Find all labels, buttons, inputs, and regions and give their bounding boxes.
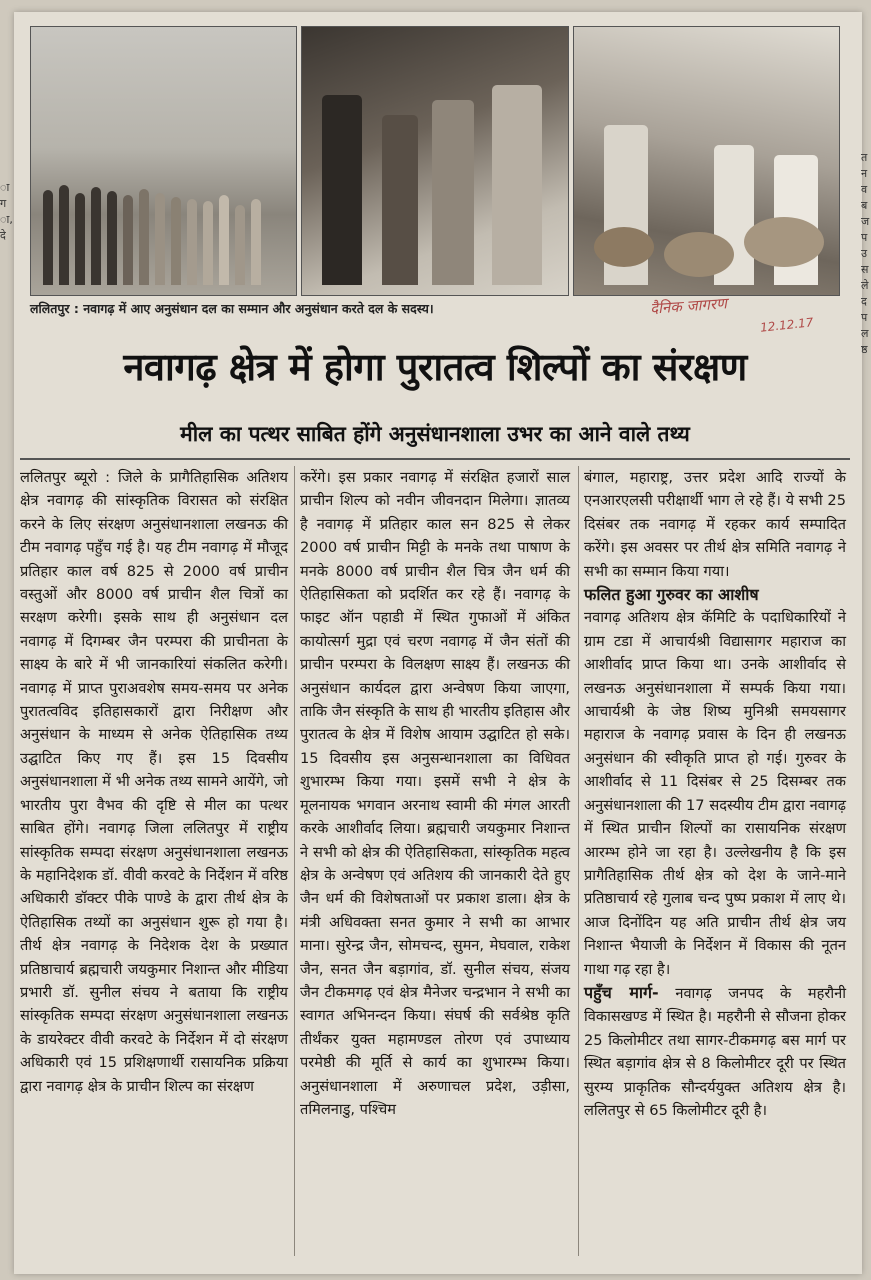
conservation-work-photo <box>573 26 840 296</box>
left-margin-fragment: ा ग ा, दे <box>0 181 13 242</box>
article-column-1 <box>20 466 288 1098</box>
route-subheading: पहुँच मार्ग- <box>584 982 659 1002</box>
photo-caption: ललितपुर : नवागढ़ में आए अनुसंधान दल का सम्मान और अनुसंधान करते दल के सदस्य। <box>30 301 434 316</box>
column-divider <box>578 466 579 1256</box>
header-rule <box>20 458 850 460</box>
route-text: नवागढ़ जनपद के महरौनी विकासखण्ड में स्थित है। महरौनी से सौजना होकर 25 किलोमीटर तथा सागर-टीकमगढ़ बस मार्ग पर स्थित बड़ागांव क्षेत्र से 8 किलोमीटर दूरी पर स्थित सुरम्य प्राकृतिक सौन्दर्ययुक्त अतिशय क्षेत्र है। ललितपुर से 65 किलोमीटर दूरी है। <box>584 984 846 1119</box>
column-1-text: ललितपुर ब्यूरो : जिले के प्रागैतिहासिक अतिशय क्षेत्र नवागढ़ की सांस्कृतिक विरासत को संरक्षित करने के लिए संरक्षण अनुसंधानशाला लखनऊ की टीम नवागढ़ पहुँच गई है। यह टीम नवागढ़ में मौजूद प्रतिहार काल वर्ष 825 से 2000 वर्ष प्राचीन वस्तुओं और 8000 वर्ष प्राचीन शैल चित्रों का सरक्षण करेगी। इसके साथ ही अनुसंधान दल नवागढ़ में दिगम्बर जैन परम्परा की प्राचीनता के साक्ष्य के बारे में भी जानकारियां संकलित करेगी। नवागढ़ में प्राप्त पुराअवशेष समय-समय पर अनेक पुरातत्वविद इतिहासकारों द्वारा निरीक्षण और अनुसंधान के माध्यम से अनेक ऐतिहासिक तथ्य उद्घाटित किए गए हैं। इस 15 दिवसीय अनुसंधानशाला में भी अनेक तथ्य सामने आयेंगे, जो भारतीय पुरा वैभव की दृष्टि से मील का पत्थर साबित होंगे। नवागढ़ जिला ललितपुर में राष्ट्रीय सांस्कृतिक सम्पदा संरक्षण अनुसंधानशाला लखनऊ के महानिदेशक डॉ. वीवी करवटे के निर्देशन में वरिष्ठ अधिकारी डॉक्टर पीके पाण्डे के द्वारा तीर्थ क्षेत्र के ऐतिहासिक तथ्यों का अनुसंधान शुरू हो गया है। तीर्थ क्षेत्र नवागढ़ के निदेशक देश के प्रख्यात प्रतिष्ठाचार्य ब्रह्मचारी जयकुमार निशान्त और मीडिया प्रभारी डॉ. सुनील संचय ने बताया कि राष्ट्रीय सांस्कृतिक सम्पदा संरक्षण अनुसंधानशाला लखनऊ के डायरेक्टर वीवी करवटे के निर्देशन में दो संरक्षण अधिकारी एवं 15 प्रशिक्षणार्थी रासायनिक प्रक्रिया द्वारा नवागढ़ क्षेत्र के प्राचीन शिल्प का संरक्षण <box>20 469 288 1095</box>
handwritten-source-note: दैनिक जागरण <box>649 294 728 318</box>
ceremony-photo <box>301 26 568 296</box>
column-2-text: करेंगे। इस प्रकार नवागढ़ में संरक्षित हजारों साल प्राचीन शिल्प को नवीन जीवनदान मिलेगा। ज्ञातव्य है नवागढ़ में प्रतिहार काल सन 825 से लेकर 2000 वर्ष प्राचीन मिट्टी के मनके तथा पाषाण के मनके 8000 वर्ष प्राचीन शैल चित्र जैन धर्म की ऐतिहासिकता को प्रदर्शित कर रहे हैं। नवागढ़ के फाइट ऑन पहाडी में स्थित गुफाओं में अंकित कायोत्सर्ग मुद्रा एवं चरण नवागढ़ में जैन संतों की प्राचीन परम्परा के विलक्षण साक्ष्य हैं। लखनऊ की अनुसंधान कार्यदल द्वारा अन्वेषण किया जाएगा, ताकि जैन संस्कृति के साथ ही भारतीय इतिहास और पुरातत्व के क्षेत्र में विशेष आयाम उद्घाटित हो सके। 15 दिवसीय इस अनुसन्धानशाला का विधिवत शुभारम्भ किया गया। इसमें सभी ने क्षेत्र के मूलनायक भगवान अरनाथ स्वामी की मंगल आरती करके आशीर्वाद लिया। ब्रह्मचारी जयकुमार निशान्त ने सभी को क्षेत्र की ऐतिहासिकता, सांस्कृतिक महत्व क्षेत्र के अन्वेषण एवं अतिशय की जानकारी देते हुए जैन धर्म की विशेषताओं पर प्रकाश डाला। क्षेत्र के मंत्री अधिवक्ता सनत कुमार ने सभी का आभार माना। सुरेन्द्र जैन, सोमचन्द, सुमन, मेघवाल, राकेश जैन, सनत जैन बड़ागांव, डॉ. सुनील संचय, संजय जैन टीकमगढ़ एवं क्षेत्र मैनेजर चन्द्रभान ने सभी का स्वागत अभिनन्दन किया। संघर्ष की सर्वश्रेष्ठ कृति तीर्थंकर युक्त महामण्डल तोरण एवं उपाध्याय परमेष्ठी की मूर्ति से कार्य का शुभारम्भ किया। अनुसंधानशाला में अरुणाचल प्रदेश, उड़ीसा, तमिलनाडु, पश्चिम <box>300 469 570 1118</box>
photo-strip <box>30 26 840 296</box>
team-group-photo <box>30 26 297 296</box>
article-column-3 <box>584 466 846 1122</box>
subheadline: मील का पत्थर साबित होंगे अनुसंधानशाला उभर का आने वाले तथ्य <box>180 422 690 446</box>
article-column-2 <box>300 466 570 1121</box>
handwritten-date-note: 12.12.17 <box>759 315 815 335</box>
column-3-intro: बंगाल, महाराष्ट्र, उत्तर प्रदेश आदि राज्यों के एनआरएलसी परीक्षार्थी भाग ले रहे हैं। ये सभी 25 दिसंबर तक नवागढ़ में रहकर कार्य सम्पादित करेंगे। इस अवसर पर तीर्थ क्षेत्र समिति नवागढ़ ने सभी का सम्मान किया गया। <box>584 469 846 580</box>
column-3-subheading: फलित हुआ गुरुवर का आशीष <box>584 585 759 605</box>
column-3-body: नवागढ़ अतिशय क्षेत्र कॅमिटि के पदाधिकारियों ने ग्राम टडा में आचार्यश्री विद्यासागर महाराज का आशीर्वाद प्राप्त किया था। उनके आशीर्वाद से लखनऊ अनुसंधानशाला में सम्पर्क किया गया। आचार्यश्री के जेष्ठ शिष्य मुनिश्री समयसागर महाराज के नवागढ़ प्रवास के दिन ही लखनऊ अनुसंधान की स्वीकृति प्राप्त हो गई। गुरुवर के आशीर्वाद से 11 दिसंबर से 25 दिसम्बर तक अनुसंधानशाला की 17 सदस्यीय टीम द्वारा नवागढ़ में स्थित प्राचीन शिल्पों का रासायनिक संरक्षण आरम्भ होने जा रहा है। उल्लेखनीय है कि इस प्रागैतिहासिक तीर्थ क्षेत्र को देश के जाने-माने प्रतिष्ठाचार्य रहे गुलाब चन्द पुष्प प्रकाश में लाए थे। आज दिनोंदिन यह अति प्राचीन तीर्थ क्षेत्र जय निशान्त भैयाजी के निर्देशन में विकास की नूतन गाथा गढ़ रहा है। <box>584 609 846 978</box>
headline: नवागढ़ क्षेत्र में होगा पुरातत्व शिल्पों का संरक्षण <box>123 345 747 389</box>
column-divider <box>294 466 295 1256</box>
right-margin-fragment: त न व ब ज प उ स ले द प ल ष्ठ <box>861 151 870 356</box>
